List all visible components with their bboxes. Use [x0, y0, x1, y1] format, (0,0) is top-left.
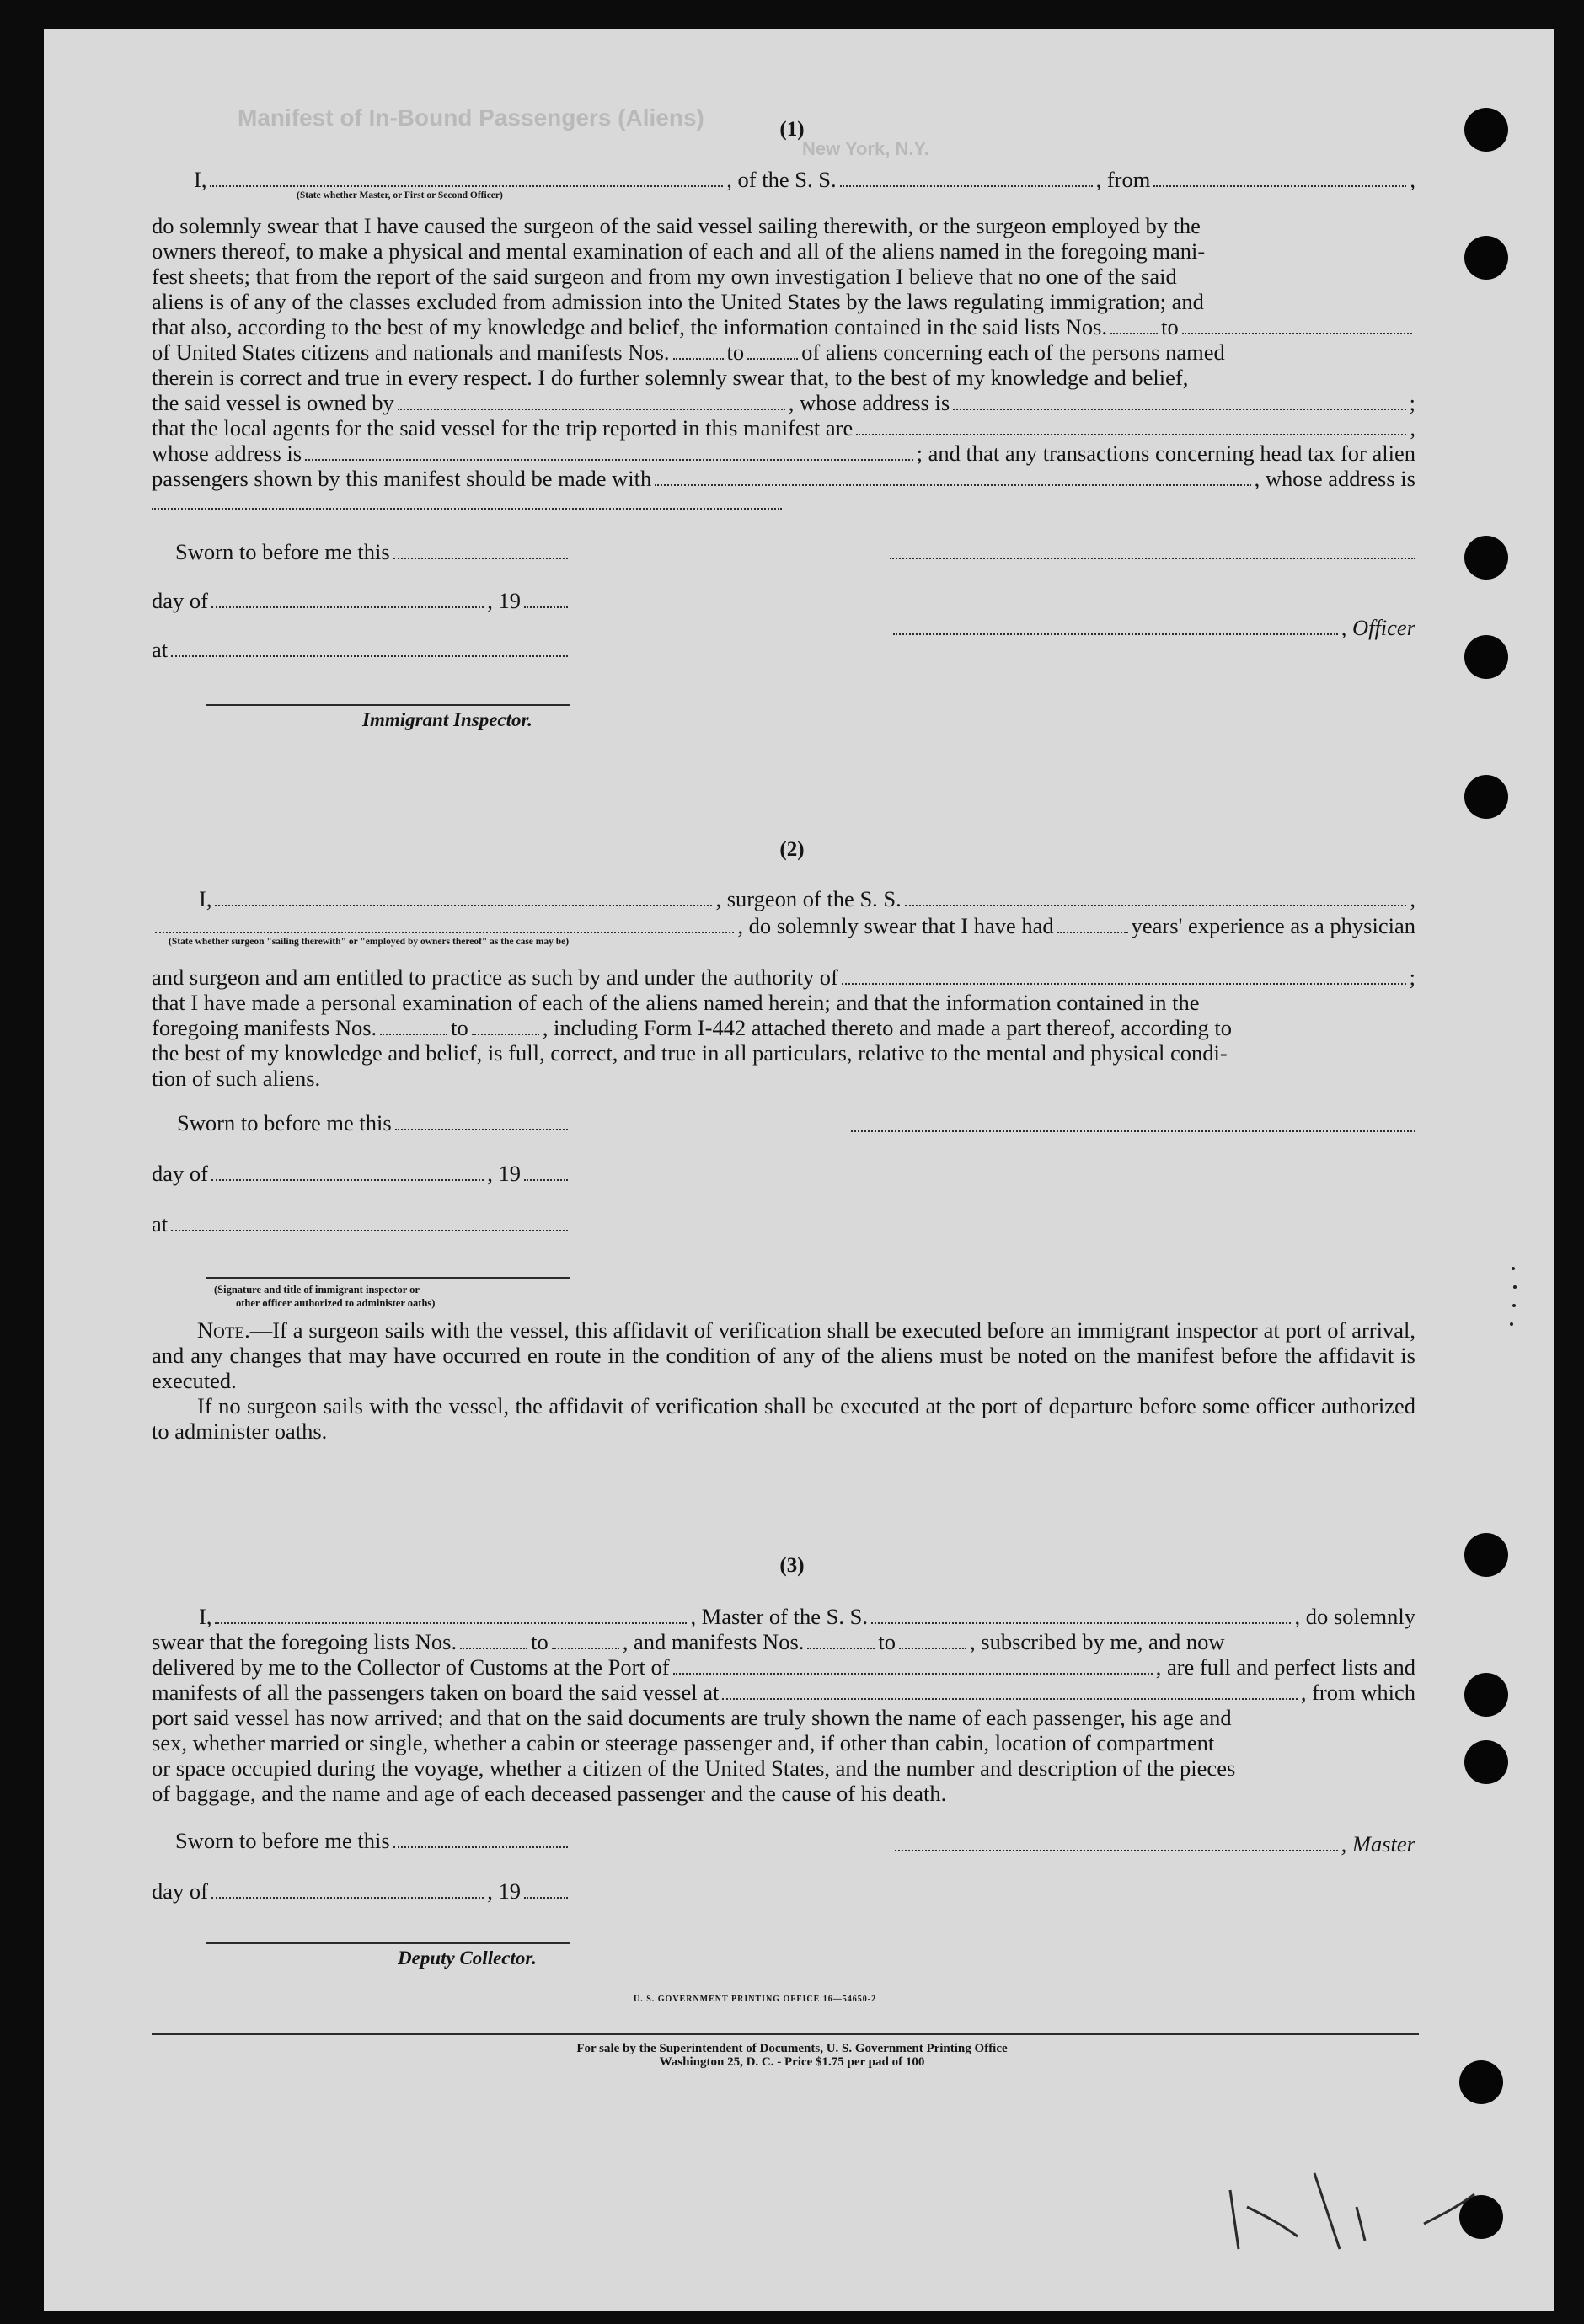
years-experience-field[interactable] — [1057, 923, 1128, 933]
s1-sworn-line: Sworn to before me this — [175, 539, 571, 564]
surgeon-status-field[interactable] — [155, 923, 734, 933]
collector-signature-field[interactable] — [206, 1942, 570, 1944]
s3-manifests-to-field[interactable] — [899, 1639, 966, 1649]
master-name-field[interactable] — [215, 1614, 687, 1624]
punch-hole — [1464, 236, 1508, 280]
s1-line-10: that the local agents for the said vessel for the trip reported in this manifest are , — [152, 415, 1415, 441]
s3-lists-to-field[interactable] — [552, 1639, 619, 1649]
s3-ship-name-field[interactable] — [871, 1614, 1291, 1624]
s1-line-12: passengers shown by this manifest should be made with , whose address is — [152, 466, 1415, 491]
punch-hole — [1464, 536, 1508, 580]
s3-lists-from-field[interactable] — [460, 1639, 527, 1649]
note-paragraph-1: Note.—If a surgeon sails with the vessel, this affidavit of verification shall be executed before an immigrant inspector at port of arrival, and any changes that may have occurred en route in the condition of any of the aliens must be noted on the manifest before the affidavit is executed. — [152, 1317, 1415, 1393]
s1-line-11: whose address is ; and that any transactions concerning head tax for alien — [152, 441, 1415, 466]
alien-manifests-to-field[interactable] — [747, 350, 798, 360]
s1-line-6: that also, according to the best of my knowledge and belief, the information contained in the said lists Nos. to — [152, 314, 1415, 339]
s2-ship-name-field[interactable] — [905, 896, 1407, 906]
s2-line-1: I, , surgeon of the S. S. , — [199, 886, 1415, 911]
s3-month-field[interactable] — [211, 1889, 484, 1899]
s3-line-7: or space occupied during the voyage, whether a citizen of the United States, and the number and description of the pieces — [152, 1755, 1236, 1781]
head-tax-address-field[interactable] — [152, 508, 782, 510]
s2-line-5: foregoing manifests Nos. to , including Form I-442 attached thereto and made a part thereof, according to — [152, 1015, 1233, 1040]
citizen-lists-from-field[interactable] — [1110, 324, 1158, 334]
punch-hole — [1464, 1740, 1508, 1784]
s3-sworn-line: Sworn to before me this — [175, 1828, 571, 1853]
s3-day-line: day of , 19 — [152, 1878, 571, 1904]
surgeon-status-caption: (State whether surgeon "sailing therewith" or "employed by owners thereof" as the case may be) — [169, 937, 570, 947]
s3-line-3: delivered by me to the Collector of Customs at the Port of , are full and perfect lists and — [152, 1654, 1415, 1680]
s3-master-line: , Master — [891, 1831, 1415, 1857]
s3-line-1: I, , Master of the S. S. , do solemnly — [199, 1604, 1415, 1629]
s1-month-field[interactable] — [211, 598, 484, 608]
section-3-number: (3) — [779, 1554, 805, 1577]
s2-year-field[interactable] — [524, 1171, 568, 1181]
master-signature-field[interactable] — [895, 1841, 1338, 1851]
bleed-text-line2: New York, N.Y. — [802, 138, 929, 159]
collector-port-field[interactable] — [673, 1664, 1153, 1675]
boarding-port-field[interactable] — [722, 1690, 1298, 1700]
s2-manifests-from-field[interactable] — [380, 1025, 447, 1035]
s2-surgeon-signature-field[interactable] — [851, 1130, 1415, 1132]
s1-line-5: aliens is of any of the classes excluded from admission into the United States by the laws regulating immigration; and — [152, 289, 1204, 314]
s1-sworn-date-field[interactable] — [393, 549, 568, 559]
s2-sworn-line: Sworn to before me this — [177, 1110, 571, 1135]
owner-address-field[interactable] — [953, 400, 1405, 410]
handwritten-mark — [1213, 2156, 1483, 2257]
punch-hole — [1464, 775, 1508, 819]
s1-officer-signature-field[interactable] — [890, 558, 1415, 559]
printer-code: U. S. GOVERNMENT PRINTING OFFICE 16—54650-2 — [634, 1995, 877, 2004]
s2-month-field[interactable] — [211, 1171, 484, 1181]
edge-specks — [1506, 1264, 1523, 1331]
s3-line-4: manifests of all the passengers taken on board the said vessel at , from which — [152, 1680, 1415, 1705]
practice-authority-field[interactable] — [842, 975, 1406, 985]
s1-line-3: owners thereof, to make a physical and mental examination of each and all of the aliens named in the foregoing mani- — [152, 238, 1206, 264]
s1-inspector-caption: Immigrant Inspector. — [362, 709, 532, 730]
s2-line-2: , do solemnly swear that I have had years' experience as a physician — [152, 913, 1415, 938]
footer-line-2: Washington 25, D. C. - Price $1.75 per pad of 100 — [659, 2055, 925, 2069]
s2-place-field[interactable] — [171, 1221, 568, 1231]
s2-sworn-date-field[interactable] — [395, 1120, 568, 1130]
section-2-number: (2) — [779, 838, 805, 861]
s1-at-line: at — [152, 637, 571, 662]
s1-year-field[interactable] — [524, 598, 568, 608]
ship-name-field[interactable] — [840, 177, 1093, 187]
s3-line-8: of baggage, and the name and age of each deceased passenger and the cause of his death. — [152, 1781, 947, 1806]
s1-place-field[interactable] — [171, 647, 568, 657]
s2-line-6: the best of my knowledge and belief, is full, correct, and true in all particulars, relative to the mental and physical condi- — [152, 1040, 1228, 1066]
punch-hole — [1464, 635, 1508, 679]
s1-line-1: I, , of the S. S. , from , — [194, 167, 1415, 192]
s2-signature-caption-2: other officer authorized to administer oaths) — [236, 1297, 436, 1309]
section-1-number: (1) — [779, 118, 805, 141]
footer-divider — [152, 2033, 1419, 2035]
bleed-through-header — [44, 29, 1554, 180]
s1-day-line: day of , 19 — [152, 588, 571, 613]
footer-line-1: For sale by the Superintendent of Documents, U. S. Government Printing Office — [576, 2042, 1008, 2055]
punch-hole — [1464, 1673, 1508, 1717]
s2-line-7: tion of such aliens. — [152, 1066, 321, 1091]
s3-manifests-from-field[interactable] — [807, 1639, 875, 1649]
bleed-text-line1: Manifest of In-Bound Passengers (Aliens) — [238, 104, 704, 131]
agents-address-field[interactable] — [305, 451, 913, 461]
s1-line-9: the said vessel is owned by , whose address is ; — [152, 390, 1415, 415]
from-port-field[interactable] — [1153, 177, 1406, 187]
s1-officer-name-field[interactable] — [893, 625, 1338, 635]
s1-line-8: therein is correct and true in every respect. I do further solemnly swear that, to the best of my knowledge and belief, — [152, 365, 1189, 390]
s2-line-3: and surgeon and am entitled to practice as such by and under the authority of ; — [152, 964, 1415, 990]
s1-line-7: of United States citizens and nationals and manifests Nos. to of aliens concerning each of the persons named — [152, 339, 1225, 365]
s2-line-4: that I have made a personal examination of each of the aliens named herein; and that the information contained in the — [152, 990, 1200, 1015]
s2-inspector-signature-field[interactable] — [206, 1277, 570, 1279]
s2-day-line: day of , 19 — [152, 1161, 571, 1186]
s2-manifests-to-field[interactable] — [472, 1025, 539, 1035]
s2-at-line: at — [152, 1211, 571, 1237]
s3-line-5: port said vessel has now arrived; and that on the said documents are truly shown the name of each passenger, his age and — [152, 1705, 1232, 1730]
head-tax-contact-field[interactable] — [655, 476, 1250, 486]
s1-line-4: fest sheets; that from the report of the said surgeon and from my own investigation I believe that no one of the said — [152, 264, 1177, 289]
alien-manifests-from-field[interactable] — [673, 350, 724, 360]
deputy-collector-caption: Deputy Collector. — [398, 1947, 537, 1969]
s1-line-2: do solemnly swear that I have caused the surgeon of the said vessel sailing therewith, or the surgeon employed by the — [152, 213, 1201, 238]
s3-line-6: sex, whether married or single, whether a cabin or steerage passenger and, if other than cabin, location of compartment — [152, 1730, 1215, 1755]
s1-officer-line: , Officer — [890, 615, 1415, 640]
note-paragraph-2: If no surgeon sails with the vessel, the affidavit of verification shall be executed at the port of departure before some officer authorized to administer oaths. — [152, 1393, 1415, 1444]
officer-rank-caption: (State whether Master, or First or Second Officer) — [297, 190, 503, 200]
vessel-owner-field[interactable] — [398, 400, 785, 410]
s2-signature-caption-1: (Signature and title of immigrant inspector or — [214, 1284, 420, 1296]
surgeon-name-field[interactable] — [215, 896, 712, 906]
officer-rank-field[interactable] — [210, 177, 723, 187]
local-agents-field[interactable] — [856, 425, 1406, 435]
s3-year-field[interactable] — [524, 1889, 568, 1899]
citizen-lists-to-field[interactable] — [1182, 324, 1412, 334]
s3-sworn-date-field[interactable] — [393, 1838, 568, 1848]
s1-inspector-signature-field[interactable] — [206, 704, 570, 706]
s3-line-2: swear that the foregoing lists Nos. to , and manifests Nos. to , subscribed by me, and now — [152, 1629, 1225, 1654]
